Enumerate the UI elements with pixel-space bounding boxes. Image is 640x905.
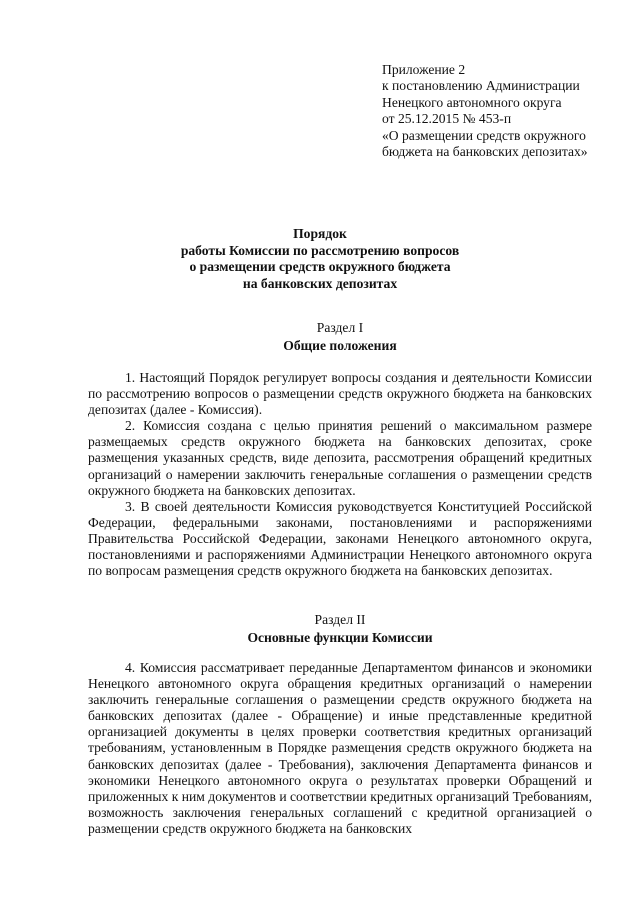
paragraph: 2. Комиссия создана с целью принятия решений о максимальном размере размещаемых средств окружного бюджета на банковских депозитах, сроке размещения указанных средств, виде депозита, рассмотрения обращений кредитных организаций о намерении заключить генеральные соглашения о размещении средств окружного бюджета на банковских депозитах. <box>88 418 592 498</box>
section-1-heading <box>0 319 640 355</box>
section-name: Общие положения <box>283 338 397 353</box>
section-name: Основные функции Комиссии <box>247 630 433 645</box>
title-line: о размещении средств окружного бюджета <box>189 259 451 275</box>
appendix-line: «О размещении средств окружного <box>382 127 586 143</box>
appendix-line: Ненецкого автономного округа <box>382 94 562 110</box>
section-2-body <box>88 660 592 837</box>
title-line: работы Комиссии по рассмотрению вопросов <box>180 242 460 258</box>
paragraph: 4. Комиссия рассматривает переданные Департаментом финансов и экономики Ненецкого автономного округа обращения кредитных организаций о намерении заключить генеральные соглашения о размещении средств окружного бюджета на банковских депозитах (далее - Обращение) и иные представленные кредитной организацией документы в целях проверки соответствия кредитных организаций требованиям, установленным в Порядке размещения средств окружного бюджета на банковских депозитах (далее - Требования), заключения Департамента финансов и экономики Ненецкого автономного округа о результатах проверки Обращений и приложенных к ним документов и соответствии кредитных организаций Требованиям, возможность заключения генеральных соглашений с кредитной организацией о размещении средств окружного бюджета на банковских <box>88 660 592 836</box>
appendix-header <box>382 62 627 160</box>
document-title <box>0 226 640 292</box>
appendix-line: к постановлению Администрации <box>382 78 580 94</box>
appendix-line: Приложение 2 <box>382 62 466 77</box>
appendix-line: от 25.12.2015 № 453-п <box>382 111 512 127</box>
section-1-body <box>88 370 592 579</box>
title-line: Порядок <box>293 226 347 241</box>
section-2-heading <box>0 611 640 647</box>
section-label: Раздел I <box>316 320 364 335</box>
paragraph: 3. В своей деятельности Комиссия руководствуется Конституцией Российской Федерации, федеральными законами, постановлениями и распоряжениями Правительства Российской Федерации, законами Ненецкого автономного округа, постановлениями и распоряжениями Администрации Ненецкого автономного округа по вопросам размещения средств окружного бюджета на банковских депозитах. <box>88 498 592 579</box>
section-label: Раздел II <box>314 612 366 627</box>
appendix-line: бюджета на банковских депозитах» <box>382 144 588 160</box>
title-line: на банковских депозитах <box>242 275 398 291</box>
paragraph: 1. Настоящий Порядок регулирует вопросы создания и деятельности Комиссии по рассмотрению вопросов о размещении средств окружного бюджета на банковских депозитах (далее - Комиссия). <box>88 370 592 418</box>
